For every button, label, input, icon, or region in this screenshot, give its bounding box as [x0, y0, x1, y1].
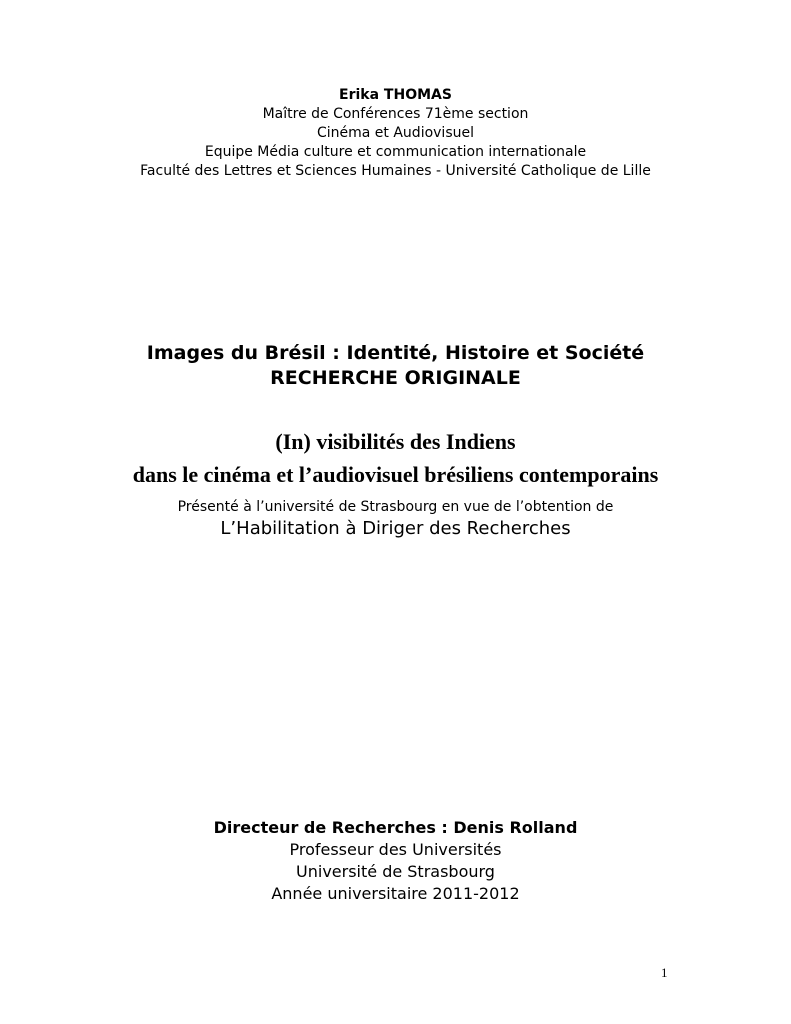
- page-number: 1: [661, 965, 668, 980]
- author-position: Maître de Conférences 71ème section: [262, 106, 529, 122]
- subtitle-line-1: (In) visibilités des Indiens: [275, 429, 516, 454]
- author-name: Erika THOMAS: [339, 87, 452, 103]
- director-info: [0, 817, 791, 905]
- author-team: Equipe Média culture et communication internationale: [204, 144, 587, 160]
- degree-name: L’Habilitation à Diriger des Recherches: [220, 518, 571, 539]
- presentation-intro: Présenté à l’université de Strasbourg en vue de l’obtention de: [177, 499, 614, 515]
- document-title: [0, 341, 791, 391]
- document-subtitle: [0, 425, 791, 491]
- director-heading: Directeur de Recherches : Denis Rolland: [213, 818, 578, 837]
- author-faculty: Faculté des Lettres et Sciences Humaines - Université Catholique de Lille: [140, 163, 651, 179]
- title-main: Images du Brésil : Identité, Histoire et Société: [146, 342, 645, 364]
- author-discipline: Cinéma et Audiovisuel: [316, 125, 474, 141]
- title-type: RECHERCHE ORIGINALE: [270, 367, 521, 389]
- author-info: [0, 86, 791, 181]
- director-university: Université de Strasbourg: [296, 862, 495, 881]
- academic-year: Année universitaire 2011-2012: [271, 884, 520, 903]
- presentation-info: [0, 497, 791, 541]
- subtitle-line-2: dans le cinéma et l’audiovisuel brésiliens contemporains: [132, 462, 659, 487]
- director-title: Professeur des Universités: [289, 840, 502, 859]
